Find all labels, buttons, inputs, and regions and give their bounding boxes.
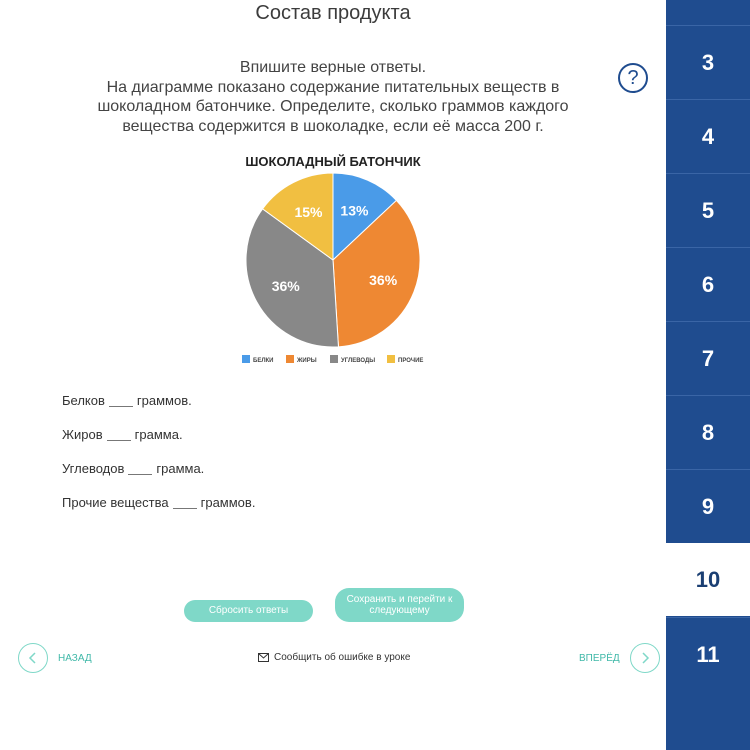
answer-label: Прочие вещества — [62, 495, 169, 510]
legend-item-2 — [330, 355, 375, 364]
sidebar-item-9[interactable]: 9 — [666, 469, 750, 542]
sidebar-item-4[interactable]: 4 — [666, 99, 750, 172]
pie-slice-label: 13% — [340, 202, 369, 219]
legend-swatch — [286, 355, 294, 363]
reset-answers-button[interactable]: Сбросить ответы — [184, 600, 313, 622]
answer-input-fats[interactable] — [107, 427, 131, 441]
answer-unit: грамма. — [156, 461, 205, 476]
answer-unit: граммов. — [200, 495, 256, 510]
answer-row-carbs — [62, 461, 255, 495]
answer-unit: граммов. — [136, 393, 192, 408]
legend-label: ЖИРЫ — [297, 358, 317, 364]
sidebar-item-5[interactable]: 5 — [666, 173, 750, 246]
legend-label: ПРОЧИЕ — [398, 358, 424, 364]
answer-label: Углеводов — [62, 461, 125, 476]
chart-title: ШОКОЛАДНЫЙ БАТОНЧИК — [245, 154, 421, 169]
next-button[interactable] — [569, 643, 660, 673]
answer-input-carbs[interactable] — [128, 461, 152, 475]
sidebar-item-11[interactable]: 11 — [666, 617, 750, 690]
answer-row-proteins — [62, 393, 255, 427]
sidebar-item-6[interactable]: 6 — [666, 247, 750, 320]
save-button-label-line2: следующему — [369, 605, 430, 616]
pie-chart — [220, 145, 450, 375]
sidebar-item-8[interactable]: 8 — [666, 395, 750, 468]
help-icon[interactable]: ? — [618, 63, 648, 93]
answer-unit: грамма. — [134, 427, 183, 442]
back-label: НАЗАД — [58, 652, 92, 664]
answer-label: Жиров — [62, 427, 103, 442]
legend-label: БЕЛКИ — [253, 358, 274, 364]
sidebar-item-3[interactable]: 3 — [666, 25, 750, 98]
chevron-right-icon — [630, 643, 660, 673]
report-error-link[interactable] — [258, 652, 410, 663]
question-line: вещества содержится в шоколадке, если её масса 200 г. — [122, 117, 544, 135]
legend-swatch — [387, 355, 395, 363]
chevron-left-icon — [18, 643, 48, 673]
question-text — [60, 58, 606, 136]
pie-slice-label: 36% — [271, 277, 300, 294]
sidebar-item-2[interactable] — [666, 0, 750, 24]
legend-swatch — [242, 355, 250, 363]
legend-item-0 — [242, 355, 274, 364]
legend-label: УГЛЕВОДЫ — [341, 358, 376, 364]
back-button[interactable] — [18, 643, 102, 673]
legend-item-3 — [387, 355, 423, 364]
answer-input-other[interactable] — [173, 495, 197, 509]
question-line: Впишите верные ответы. — [239, 59, 427, 76]
sidebar-item-7[interactable]: 7 — [666, 321, 750, 394]
report-label: Сообщить об ошибке в уроке — [274, 652, 411, 663]
pie-slice-label: 15% — [294, 203, 323, 220]
page-title: Состав продукта — [255, 2, 411, 24]
mail-icon — [258, 653, 269, 662]
save-and-next-button[interactable] — [335, 588, 464, 622]
legend-item-1 — [286, 355, 317, 364]
answer-row-fats — [62, 427, 255, 461]
answer-label: Белков — [62, 393, 105, 408]
save-button-label-line1: Сохранить и перейти к — [346, 594, 453, 605]
pie-slice-label: 36% — [369, 271, 398, 288]
answer-input-proteins[interactable] — [109, 393, 133, 407]
sidebar-item-10[interactable]: 10 — [666, 543, 750, 616]
next-label: ВПЕРЁД — [579, 652, 620, 664]
question-navigation-sidebar — [666, 0, 750, 750]
question-line: шоколадном батончике. Определите, сколько граммов каждого — [97, 98, 569, 115]
legend-swatch — [330, 355, 338, 363]
question-line: На диаграмме показано содержание питательных веществ в — [106, 78, 560, 96]
answer-row-other — [62, 495, 255, 529]
answer-list — [62, 393, 255, 529]
